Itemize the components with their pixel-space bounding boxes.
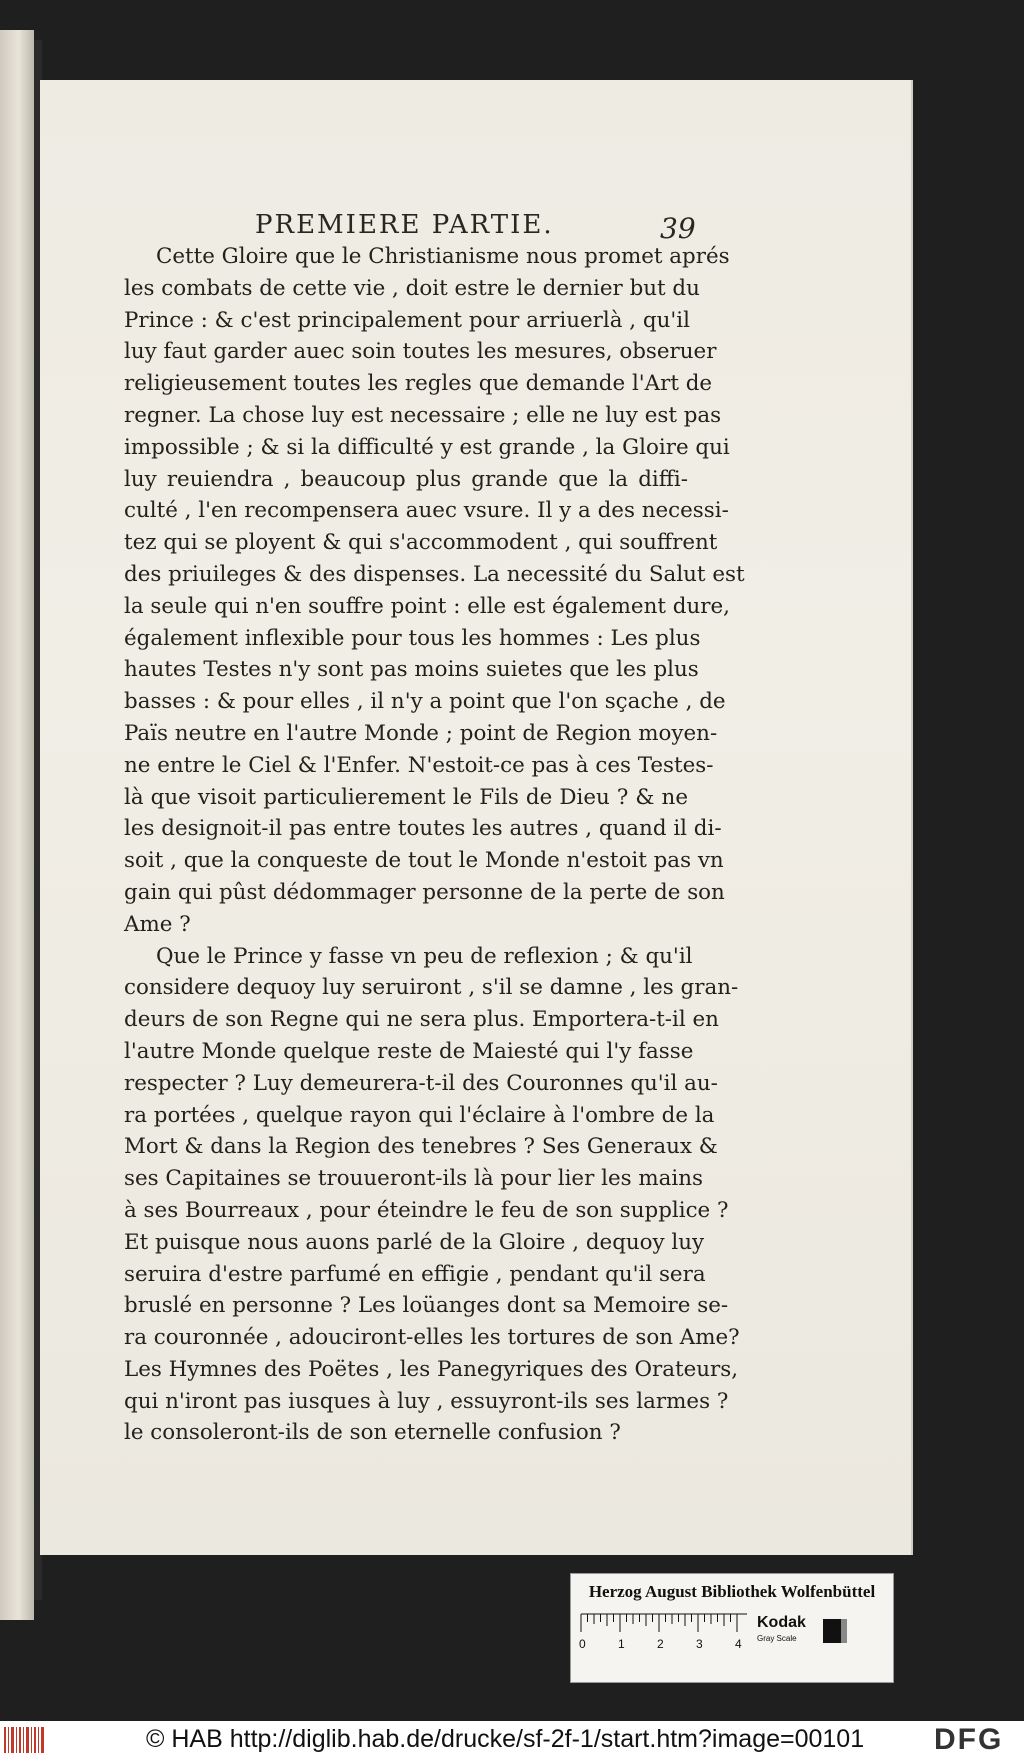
running-head: PREMIERE PARTIE. (255, 210, 554, 240)
ruler-label: 0 (579, 1637, 586, 1651)
text-line: luy faut garder auec soin toutes les mesures, obseruer (124, 339, 717, 365)
text-line: deurs de son Regne qui ne sera plus. Emportera-t-il en (124, 1007, 719, 1033)
copyright-url: © HAB http://diglib.hab.de/drucke/sf-2f-1/start.htm?image=00101 (146, 1725, 865, 1753)
library-color-scale-stamp (570, 1573, 894, 1683)
ruler-label: 2 (657, 1637, 664, 1651)
text-line: Les Hymnes des Poëtes , les Panegyriques des Orateurs, (124, 1356, 739, 1382)
margin-mark (36, 340, 39, 410)
text-line: respecter ? Luy demeurera-t-il des Couronnes qu'il au- (124, 1070, 718, 1096)
text-line: ra couronnée , adouciront-elles les tortures de son Ame? (124, 1325, 740, 1351)
text-line: basses : & pour elles , il n'y a point que l'on sçache , de (124, 689, 726, 715)
text-line: Cette Gloire que le Christianisme nous promet aprés (156, 244, 730, 269)
text-line: le consoleront-ils de son eternelle confusion ? (124, 1420, 621, 1446)
text-line: bruslé en personne ? Les loüanges dont sa Memoire se- (124, 1293, 729, 1319)
footer-bar (0, 1721, 1024, 1759)
text-line: ne entre le Ciel & l'Enfer. N'estoit-ce pas à ces Testes- (124, 752, 714, 778)
text-line: Que le Prince y fasse vn peu de reflexion ; & qu'il (156, 943, 693, 969)
text-line: ses Capitaines se trouueront-ils là pour lier les mains (124, 1166, 704, 1192)
facing-page-edge (0, 30, 34, 1620)
text-line: hautes Testes n'y sont pas moins suietes que les plus (124, 657, 699, 683)
text-line: les combats de cette vie , doit estre le dernier but du (124, 275, 700, 301)
text-line: la seule qui n'en souffre point : elle est également dure, (124, 593, 730, 619)
text-line: qui n'iront pas iusques à luy , essuyront-ils ses larmes ? (124, 1388, 729, 1414)
text-line: ra portées , quelque rayon qui l'éclaire à l'ombre de la (124, 1102, 715, 1128)
gray-patch (841, 1619, 847, 1643)
text-line: impossible ; & si la difficulté y est grande , la Gloire qui (124, 434, 730, 460)
gray-scale-label: Gray Scale (757, 1634, 797, 1643)
text-line: les designoit-il pas entre toutes les autres , quand il di- (124, 816, 722, 842)
text-line: Ame ? (124, 911, 191, 937)
ruler-scale (579, 1612, 749, 1656)
ruler-label: 1 (618, 1637, 625, 1651)
text-line: Prince : & c'est principalement pour arriuerlà , qu'il (124, 307, 690, 333)
text-line: considere dequoy luy seruiront , s'il se damne , les gran- (124, 975, 739, 1001)
text-line: religieusement toutes les regles que demande l'Art de (124, 371, 713, 397)
text-line: tez qui se ployent & qui s'accommodent , qui souffrent (124, 530, 718, 556)
text-line: Et puisque nous auons parlé de la Gloire , dequoy luy (124, 1229, 705, 1255)
text-line: luy reuiendra , beaucoup plus grande que la diffi- (124, 466, 688, 492)
text-line: des priuileges & des dispenses. La necessité du Salut est (124, 561, 745, 587)
text-line: Mort & dans la Region des tenebres ? Ses Generaux & (124, 1134, 718, 1160)
text-line: regner. La chose luy est necessaire ; elle ne luy est pas (124, 402, 722, 428)
page-number: 39 (660, 212, 696, 245)
text-line: seruira d'estre parfumé en effigie , pendant qu'il sera (124, 1261, 706, 1287)
kodak-label: Kodak (757, 1614, 806, 1631)
margin-mark (36, 660, 39, 700)
text-line: culté , l'en recompensera auec vsure. Il y a des necessi- (124, 498, 729, 524)
text-line: à ses Bourreaux , pour éteindre le feu de son supplice ? (124, 1197, 729, 1223)
text-line: l'autre Monde quelque reste de Maiesté qui l'y fasse (124, 1038, 694, 1064)
body-text (124, 241, 745, 1449)
dfg-logo: DFG (934, 1723, 1004, 1756)
text-line: là que visoit particulierement le Fils de Dieu ? & ne (124, 784, 688, 810)
ruler-label: 4 (735, 1637, 742, 1651)
ruler-label: 3 (696, 1637, 703, 1651)
text-line: Païs neutre en l'autre Monde ; point de Region moyen- (124, 720, 718, 746)
text-line: soit , que la conqueste de tout le Monde n'estoit pas vn (124, 848, 724, 874)
text-line: également inflexible pour tous les hommes : Les plus (124, 625, 701, 651)
text-line: gain qui pûst dédommager personne de la perte de son (124, 879, 725, 905)
barcode-icon (4, 1727, 46, 1753)
margin-mark (36, 710, 39, 760)
stamp-title: Herzog August Bibliothek Wolfenbüttel (588, 1582, 876, 1601)
gray-patch (823, 1619, 841, 1643)
